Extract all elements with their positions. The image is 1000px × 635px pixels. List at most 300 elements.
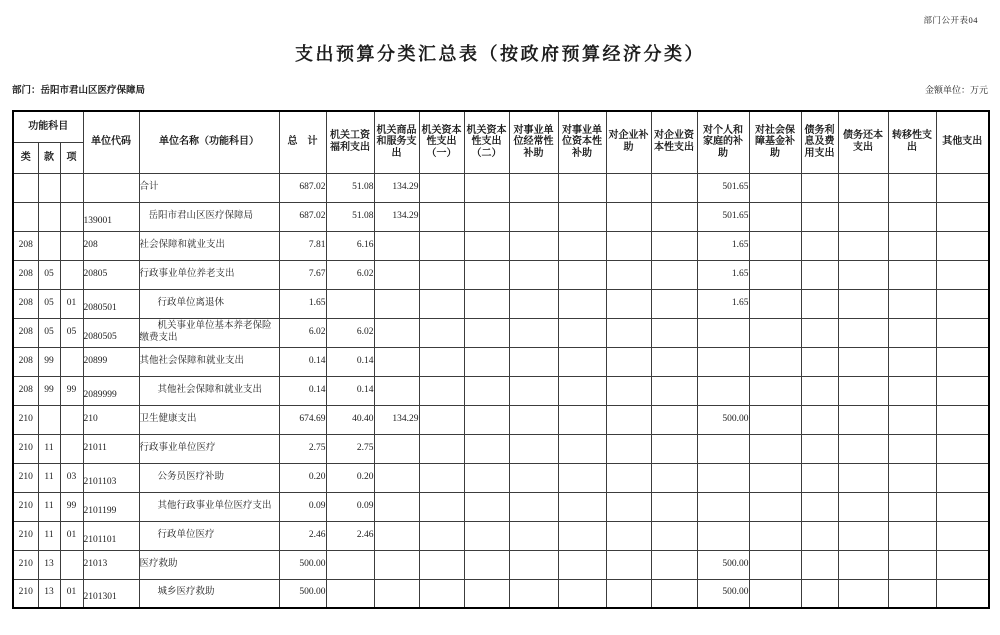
cell-value-7 xyxy=(606,434,651,463)
cell-value-4 xyxy=(464,347,509,376)
cell-value-2 xyxy=(374,463,419,492)
cell-value-11 xyxy=(801,463,838,492)
cell-value-11 xyxy=(801,405,838,434)
cell-value-6 xyxy=(558,579,606,608)
header-value-col-3: 机关资本性支出（一） xyxy=(419,111,464,173)
table-row xyxy=(13,318,989,347)
cell-value-1: 6.16 xyxy=(326,231,374,260)
cell-unit-name: 医疗救助 xyxy=(139,550,279,579)
cell-value-6 xyxy=(558,434,606,463)
header-functional-subjects: 功能科目 xyxy=(13,111,83,142)
cell-item: 01 xyxy=(60,579,83,608)
cell-value-0: 500.00 xyxy=(279,579,326,608)
cell-value-3 xyxy=(419,521,464,550)
amount-unit-label: 金额单位：万元 xyxy=(924,85,988,95)
cell-value-4 xyxy=(464,463,509,492)
cell-value-12 xyxy=(838,347,888,376)
table-row xyxy=(13,260,989,289)
cell-value-12 xyxy=(838,318,888,347)
cell-unit-name: 其他行政事业单位医疗支出 xyxy=(139,492,279,521)
cell-value-7 xyxy=(606,318,651,347)
cell-value-4 xyxy=(464,202,509,231)
cell-section: 05 xyxy=(38,318,60,347)
cell-item xyxy=(60,550,83,579)
cell-value-7 xyxy=(606,289,651,318)
cell-item: 01 xyxy=(60,521,83,550)
cell-value-0: 1.65 xyxy=(279,289,326,318)
cell-value-10 xyxy=(749,289,801,318)
cell-section xyxy=(38,231,60,260)
cell-value-2: 134.29 xyxy=(374,405,419,434)
cell-value-3 xyxy=(419,376,464,405)
header-value-col-2: 机关商品和服务支出 xyxy=(374,111,419,173)
cell-value-10 xyxy=(749,231,801,260)
cell-value-8 xyxy=(651,463,697,492)
cell-category: 210 xyxy=(13,463,38,492)
cell-value-5 xyxy=(509,289,558,318)
cell-value-14 xyxy=(936,521,989,550)
cell-value-14 xyxy=(936,463,989,492)
cell-value-1: 2.75 xyxy=(326,434,374,463)
cell-value-5 xyxy=(509,521,558,550)
cell-value-5 xyxy=(509,173,558,202)
cell-value-10 xyxy=(749,434,801,463)
cell-value-11 xyxy=(801,521,838,550)
cell-value-13 xyxy=(888,231,936,260)
cell-item xyxy=(60,260,83,289)
cell-value-10 xyxy=(749,173,801,202)
cell-value-6 xyxy=(558,260,606,289)
cell-value-9: 1.65 xyxy=(697,260,749,289)
header-value-col-6: 对事业单位资本性补助 xyxy=(558,111,606,173)
cell-value-0: 7.67 xyxy=(279,260,326,289)
header-value-col-13: 转移性支出 xyxy=(888,111,936,173)
header-value-col-12: 债务还本支出 xyxy=(838,111,888,173)
cell-value-6 xyxy=(558,405,606,434)
cell-value-0: 2.46 xyxy=(279,521,326,550)
cell-value-9: 501.65 xyxy=(697,173,749,202)
cell-value-3 xyxy=(419,463,464,492)
cell-section: 13 xyxy=(38,579,60,608)
cell-item: 03 xyxy=(60,463,83,492)
cell-value-6 xyxy=(558,521,606,550)
cell-value-7 xyxy=(606,463,651,492)
cell-unit-name: 其他社会保障和就业支出 xyxy=(139,347,279,376)
cell-section xyxy=(38,202,60,231)
cell-value-8 xyxy=(651,434,697,463)
cell-value-12 xyxy=(838,550,888,579)
cell-value-13 xyxy=(888,318,936,347)
cell-value-4 xyxy=(464,289,509,318)
cell-value-1 xyxy=(326,579,374,608)
cell-value-9 xyxy=(697,376,749,405)
cell-unit-code: 2101199 xyxy=(83,492,139,521)
cell-unit-code: 2101101 xyxy=(83,521,139,550)
cell-value-13 xyxy=(888,376,936,405)
cell-category xyxy=(13,173,38,202)
cell-value-1: 0.09 xyxy=(326,492,374,521)
cell-category: 210 xyxy=(13,405,38,434)
cell-value-1: 2.46 xyxy=(326,521,374,550)
cell-value-11 xyxy=(801,173,838,202)
cell-section: 11 xyxy=(38,434,60,463)
cell-value-6 xyxy=(558,376,606,405)
cell-value-7 xyxy=(606,347,651,376)
cell-value-1: 40.40 xyxy=(326,405,374,434)
cell-unit-code: 20805 xyxy=(83,260,139,289)
table-header xyxy=(13,111,989,173)
cell-item: 99 xyxy=(60,492,83,521)
cell-value-1 xyxy=(326,550,374,579)
cell-unit-name: 其他社会保障和就业支出 xyxy=(139,376,279,405)
cell-section: 11 xyxy=(38,521,60,550)
cell-section xyxy=(38,405,60,434)
cell-unit-name: 行政事业单位养老支出 xyxy=(139,260,279,289)
cell-value-5 xyxy=(509,260,558,289)
cell-value-7 xyxy=(606,492,651,521)
cell-value-5 xyxy=(509,492,558,521)
cell-value-0: 674.69 xyxy=(279,405,326,434)
cell-value-12 xyxy=(838,289,888,318)
cell-value-5 xyxy=(509,550,558,579)
cell-category: 208 xyxy=(13,318,38,347)
cell-value-2 xyxy=(374,521,419,550)
cell-value-2 xyxy=(374,550,419,579)
cell-unit-code xyxy=(83,173,139,202)
cell-value-2: 134.29 xyxy=(374,202,419,231)
cell-value-9 xyxy=(697,463,749,492)
cell-value-3 xyxy=(419,231,464,260)
header-value-col-4: 机关资本性支出（二） xyxy=(464,111,509,173)
cell-value-1: 0.14 xyxy=(326,347,374,376)
table-row xyxy=(13,405,989,434)
table-row xyxy=(13,231,989,260)
cell-section: 99 xyxy=(38,376,60,405)
cell-value-13 xyxy=(888,260,936,289)
cell-value-4 xyxy=(464,492,509,521)
cell-value-11 xyxy=(801,492,838,521)
cell-item: 99 xyxy=(60,376,83,405)
cell-category: 210 xyxy=(13,521,38,550)
cell-value-12 xyxy=(838,463,888,492)
cell-value-9 xyxy=(697,318,749,347)
table-row xyxy=(13,434,989,463)
cell-section: 11 xyxy=(38,492,60,521)
header-func-sub-1: 款 xyxy=(38,142,60,173)
cell-unit-name: 合计 xyxy=(139,173,279,202)
cell-value-10 xyxy=(749,579,801,608)
cell-unit-code: 2101103 xyxy=(83,463,139,492)
cell-value-9: 1.65 xyxy=(697,231,749,260)
cell-value-6 xyxy=(558,289,606,318)
cell-value-9: 501.65 xyxy=(697,202,749,231)
cell-value-0: 0.20 xyxy=(279,463,326,492)
cell-value-1: 6.02 xyxy=(326,318,374,347)
meta-row xyxy=(12,82,988,96)
cell-value-10 xyxy=(749,463,801,492)
cell-value-11 xyxy=(801,260,838,289)
cell-value-4 xyxy=(464,550,509,579)
cell-value-2 xyxy=(374,260,419,289)
cell-value-3 xyxy=(419,202,464,231)
cell-value-7 xyxy=(606,231,651,260)
cell-section: 05 xyxy=(38,260,60,289)
cell-item xyxy=(60,231,83,260)
cell-value-7 xyxy=(606,405,651,434)
cell-value-13 xyxy=(888,202,936,231)
cell-value-10 xyxy=(749,347,801,376)
cell-value-14 xyxy=(936,405,989,434)
cell-unit-name: 行政单位医疗 xyxy=(139,521,279,550)
cell-value-0: 687.02 xyxy=(279,173,326,202)
cell-unit-code: 139001 xyxy=(83,202,139,231)
cell-value-5 xyxy=(509,318,558,347)
cell-unit-name: 卫生健康支出 xyxy=(139,405,279,434)
header-unit-name: 单位名称（功能科目） xyxy=(139,111,279,173)
cell-value-3 xyxy=(419,492,464,521)
cell-value-2: 134.29 xyxy=(374,173,419,202)
cell-item xyxy=(60,405,83,434)
cell-category: 210 xyxy=(13,492,38,521)
cell-value-10 xyxy=(749,202,801,231)
cell-value-12 xyxy=(838,579,888,608)
cell-value-9: 500.00 xyxy=(697,405,749,434)
cell-category: 208 xyxy=(13,260,38,289)
cell-value-8 xyxy=(651,231,697,260)
cell-value-3 xyxy=(419,405,464,434)
cell-unit-code: 210 xyxy=(83,405,139,434)
cell-value-1: 0.20 xyxy=(326,463,374,492)
cell-value-1: 6.02 xyxy=(326,260,374,289)
cell-value-4 xyxy=(464,173,509,202)
cell-value-4 xyxy=(464,579,509,608)
cell-value-7 xyxy=(606,521,651,550)
cell-value-13 xyxy=(888,405,936,434)
cell-value-10 xyxy=(749,318,801,347)
cell-item: 05 xyxy=(60,318,83,347)
cell-value-8 xyxy=(651,405,697,434)
cell-value-5 xyxy=(509,405,558,434)
cell-value-0: 500.00 xyxy=(279,550,326,579)
cell-value-13 xyxy=(888,173,936,202)
cell-value-14 xyxy=(936,318,989,347)
cell-value-13 xyxy=(888,463,936,492)
table-body xyxy=(13,173,989,608)
cell-value-3 xyxy=(419,260,464,289)
cell-value-11 xyxy=(801,434,838,463)
cell-value-4 xyxy=(464,318,509,347)
cell-category: 210 xyxy=(13,434,38,463)
form-number-label: 部门公开表04 xyxy=(923,15,978,25)
cell-value-3 xyxy=(419,289,464,318)
header-value-col-1: 机关工资福利支出 xyxy=(326,111,374,173)
cell-value-8 xyxy=(651,260,697,289)
cell-value-2 xyxy=(374,318,419,347)
cell-value-13 xyxy=(888,521,936,550)
header-value-col-0: 总 计 xyxy=(279,111,326,173)
table-row xyxy=(13,173,989,202)
cell-value-4 xyxy=(464,260,509,289)
cell-value-0: 0.09 xyxy=(279,492,326,521)
cell-value-8 xyxy=(651,173,697,202)
cell-value-12 xyxy=(838,202,888,231)
header-func-sub-2: 项 xyxy=(60,142,83,173)
cell-value-6 xyxy=(558,231,606,260)
cell-value-14 xyxy=(936,579,989,608)
cell-section xyxy=(38,173,60,202)
cell-category: 210 xyxy=(13,550,38,579)
cell-value-8 xyxy=(651,579,697,608)
table-row xyxy=(13,521,989,550)
cell-value-4 xyxy=(464,405,509,434)
cell-value-8 xyxy=(651,289,697,318)
cell-section: 11 xyxy=(38,463,60,492)
cell-value-6 xyxy=(558,173,606,202)
cell-unit-code: 21011 xyxy=(83,434,139,463)
cell-value-7 xyxy=(606,550,651,579)
cell-value-3 xyxy=(419,318,464,347)
table-row xyxy=(13,347,989,376)
cell-section: 05 xyxy=(38,289,60,318)
cell-value-12 xyxy=(838,173,888,202)
cell-value-7 xyxy=(606,202,651,231)
cell-unit-code: 2080505 xyxy=(83,318,139,347)
cell-value-12 xyxy=(838,405,888,434)
cell-value-10 xyxy=(749,550,801,579)
cell-value-11 xyxy=(801,376,838,405)
cell-unit-code: 21013 xyxy=(83,550,139,579)
cell-value-6 xyxy=(558,463,606,492)
header-value-col-8: 对企业资本性支出 xyxy=(651,111,697,173)
cell-unit-name: 社会保障和就业支出 xyxy=(139,231,279,260)
cell-value-14 xyxy=(936,260,989,289)
cell-value-7 xyxy=(606,579,651,608)
cell-value-14 xyxy=(936,550,989,579)
table-row xyxy=(13,202,989,231)
cell-value-1: 0.14 xyxy=(326,376,374,405)
cell-unit-name: 岳阳市君山区医疗保障局 xyxy=(139,202,279,231)
cell-value-7 xyxy=(606,260,651,289)
cell-value-0: 0.14 xyxy=(279,347,326,376)
cell-value-14 xyxy=(936,492,989,521)
cell-value-12 xyxy=(838,434,888,463)
budget-summary-table xyxy=(12,110,990,609)
cell-value-2 xyxy=(374,347,419,376)
cell-value-6 xyxy=(558,318,606,347)
header-unit-code: 单位代码 xyxy=(83,111,139,173)
cell-value-12 xyxy=(838,260,888,289)
cell-value-3 xyxy=(419,173,464,202)
cell-unit-code: 2101301 xyxy=(83,579,139,608)
cell-value-8 xyxy=(651,347,697,376)
cell-value-8 xyxy=(651,202,697,231)
cell-value-5 xyxy=(509,231,558,260)
cell-value-13 xyxy=(888,579,936,608)
cell-value-8 xyxy=(651,376,697,405)
cell-unit-name: 公务员医疗补助 xyxy=(139,463,279,492)
cell-value-14 xyxy=(936,202,989,231)
cell-value-12 xyxy=(838,492,888,521)
cell-value-3 xyxy=(419,347,464,376)
cell-unit-name: 行政单位离退休 xyxy=(139,289,279,318)
cell-value-9: 500.00 xyxy=(697,579,749,608)
cell-value-0: 687.02 xyxy=(279,202,326,231)
cell-value-7 xyxy=(606,376,651,405)
cell-category: 208 xyxy=(13,231,38,260)
cell-value-8 xyxy=(651,318,697,347)
cell-value-14 xyxy=(936,434,989,463)
cell-value-8 xyxy=(651,492,697,521)
cell-value-3 xyxy=(419,434,464,463)
cell-value-11 xyxy=(801,202,838,231)
cell-value-14 xyxy=(936,347,989,376)
cell-category xyxy=(13,202,38,231)
cell-value-2 xyxy=(374,492,419,521)
cell-value-11 xyxy=(801,318,838,347)
cell-value-10 xyxy=(749,260,801,289)
cell-value-11 xyxy=(801,550,838,579)
cell-value-3 xyxy=(419,579,464,608)
cell-value-2 xyxy=(374,579,419,608)
cell-value-4 xyxy=(464,434,509,463)
cell-value-4 xyxy=(464,376,509,405)
cell-value-1 xyxy=(326,289,374,318)
cell-value-4 xyxy=(464,231,509,260)
cell-value-11 xyxy=(801,579,838,608)
cell-value-6 xyxy=(558,492,606,521)
cell-value-9 xyxy=(697,492,749,521)
cell-value-9 xyxy=(697,434,749,463)
cell-value-13 xyxy=(888,492,936,521)
cell-unit-code: 2089999 xyxy=(83,376,139,405)
cell-value-2 xyxy=(374,289,419,318)
cell-value-2 xyxy=(374,434,419,463)
cell-value-14 xyxy=(936,231,989,260)
cell-item: 01 xyxy=(60,289,83,318)
cell-value-10 xyxy=(749,521,801,550)
cell-value-5 xyxy=(509,434,558,463)
cell-value-4 xyxy=(464,521,509,550)
cell-value-10 xyxy=(749,405,801,434)
cell-unit-name: 城乡医疗救助 xyxy=(139,579,279,608)
cell-value-6 xyxy=(558,550,606,579)
cell-value-5 xyxy=(509,376,558,405)
table-row xyxy=(13,579,989,608)
cell-category: 208 xyxy=(13,347,38,376)
cell-unit-code: 208 xyxy=(83,231,139,260)
cell-unit-name: 机关事业单位基本养老保险缴费支出 xyxy=(139,318,279,347)
cell-value-8 xyxy=(651,550,697,579)
cell-value-9 xyxy=(697,347,749,376)
cell-value-1: 51.08 xyxy=(326,173,374,202)
cell-unit-name: 行政事业单位医疗 xyxy=(139,434,279,463)
cell-value-7 xyxy=(606,173,651,202)
cell-value-6 xyxy=(558,202,606,231)
table-row xyxy=(13,289,989,318)
cell-value-1: 51.08 xyxy=(326,202,374,231)
cell-category: 208 xyxy=(13,376,38,405)
header-value-col-10: 对社会保障基金补助 xyxy=(749,111,801,173)
cell-value-3 xyxy=(419,550,464,579)
cell-value-8 xyxy=(651,521,697,550)
cell-value-5 xyxy=(509,579,558,608)
cell-value-10 xyxy=(749,376,801,405)
cell-value-5 xyxy=(509,202,558,231)
cell-unit-code: 2080501 xyxy=(83,289,139,318)
cell-item xyxy=(60,347,83,376)
cell-value-9: 500.00 xyxy=(697,550,749,579)
cell-value-13 xyxy=(888,289,936,318)
